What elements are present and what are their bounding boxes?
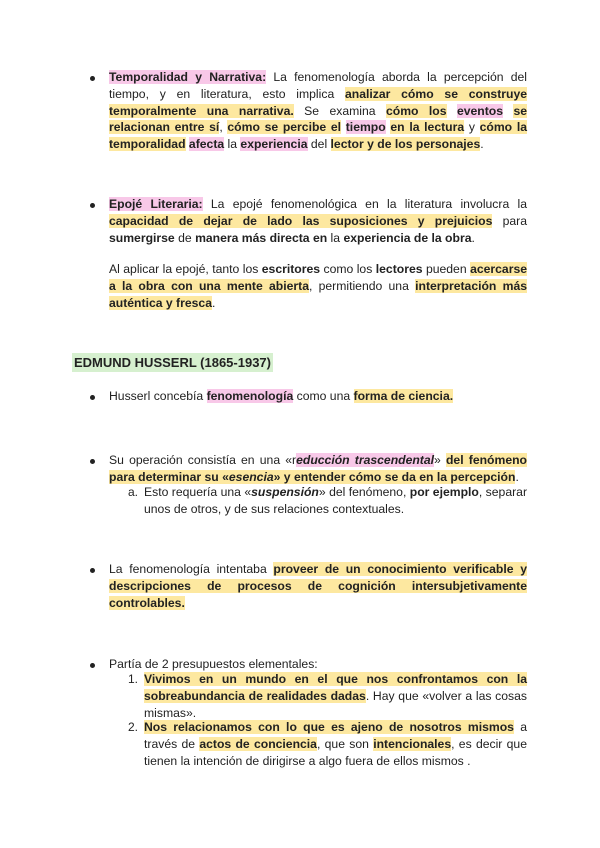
bold-text: por ejemplo: [409, 485, 479, 499]
sub-item-suspension: [144, 484, 527, 518]
text: . Hay que «volver a las cosas mismas».: [144, 688, 527, 720]
highlight: cómo se percibe el: [227, 120, 342, 135]
text: »: [434, 453, 446, 467]
sub-item-letter: a.: [128, 485, 139, 499]
text: [503, 104, 513, 118]
text: y: [464, 120, 480, 135]
highlight: forma de ciencia.: [353, 389, 454, 403]
highlight: cómo los: [385, 103, 447, 118]
highlight: proveer de un conocimiento verificable y descripciones de procesos de cognición intersubjetivamente controlables.: [109, 562, 527, 610]
text: Al aplicar la epojé, tanto los: [109, 262, 262, 276]
highlight: Nos relacionamos con lo que es ajeno de nosotros mismos: [144, 720, 514, 734]
text: , que son: [316, 736, 374, 751]
sub-item-number: 1.: [128, 672, 139, 686]
bullet: [90, 663, 95, 668]
text: pueden: [422, 262, 471, 276]
highlight: se relacionan entre sí: [109, 103, 527, 135]
bold-text: escritores: [261, 262, 321, 276]
section-heading: EDMUND HUSSERL (1865-1937): [74, 355, 271, 370]
text: La fenomenología aborda la percepción del tiempo, y en literatura, esto implica: [109, 70, 527, 101]
text: La fenomenología intentaba: [109, 562, 274, 576]
text: La epojé fenomenológica en la literatura involucra la: [202, 197, 527, 211]
highlight: fenomenología: [206, 389, 294, 403]
bold-text: experiencia de la obra: [343, 230, 472, 245]
bullet: [90, 459, 95, 464]
text: a través de: [144, 720, 527, 751]
bullet: [90, 203, 95, 208]
text: Esto requería una «: [144, 485, 252, 499]
highlight: educción trascendental: [296, 453, 435, 467]
list-item-operacion: [109, 452, 527, 486]
highlight: analizar cómo se construye temporalmente una narrativa.: [109, 86, 527, 118]
list-item-epoje: [109, 196, 527, 246]
text: [447, 104, 457, 118]
highlight: lector y de los personajes: [330, 137, 481, 152]
highlight: capacidad de dejar de lado las suposiciones y prejuicios: [109, 213, 493, 228]
highlight: tiempo: [345, 120, 386, 135]
text: como una: [293, 389, 354, 403]
text: Se examina: [293, 103, 386, 118]
list-item-temporalidad: [109, 69, 527, 153]
text: Husserl concebía: [109, 389, 207, 403]
highlight: » y entender cómo se da en la percepción: [273, 469, 516, 484]
highlight: actos de conciencia: [199, 736, 317, 751]
bold-text: sumergirse: [109, 230, 175, 245]
text: .: [515, 469, 519, 484]
item-label: Temporalidad y Narrativa:: [109, 70, 267, 84]
highlight: afecta: [188, 137, 225, 152]
text: como los: [320, 262, 376, 276]
text: del: [307, 137, 331, 152]
highlight: cómo la temporalidad: [109, 120, 527, 152]
text: , separar unos de otros, y de sus relaciones contextuales.: [144, 485, 527, 516]
sub-item-vivimos: [144, 671, 527, 721]
text: , es decir que tienen la intención de dirigirse a algo fuera de ellos mismos .: [144, 736, 527, 768]
bold-italic-text: suspensión: [251, 485, 319, 499]
highlight: acercarse a la obra con una mente abierta: [109, 262, 527, 293]
sub-item-relacionamos: [144, 719, 527, 769]
highlight: en la lectura: [390, 120, 465, 135]
text: .: [471, 230, 475, 245]
text: , permitiendo una: [308, 278, 416, 293]
text: .: [480, 137, 484, 152]
highlight: experiencia: [240, 137, 308, 152]
text: la: [327, 230, 344, 245]
list-item-intentaba: [109, 561, 527, 611]
text: » del fenómeno,: [318, 485, 410, 499]
highlight: del fenómeno para determinar su «: [109, 453, 527, 484]
text: de: [174, 230, 196, 245]
text: para: [492, 213, 527, 228]
bullet: [90, 76, 95, 81]
bullet: [90, 568, 95, 573]
bold-text: lectores: [375, 262, 423, 276]
highlight: eventos: [456, 103, 504, 118]
list-item-concebia: [109, 388, 527, 405]
text: la: [224, 137, 241, 152]
text: ,: [219, 120, 228, 135]
text: Su operación consistía en una «r: [109, 453, 297, 467]
sub-item-number: 2.: [128, 720, 139, 734]
highlight: esencia: [228, 469, 274, 484]
highlight: interpretación más auténtica y fresca: [109, 278, 528, 310]
highlight: intencionales: [373, 736, 452, 751]
item-label: Epojé Literaria:: [109, 197, 203, 211]
bullet: [90, 395, 95, 400]
highlight: Vivimos en un mundo en el que nos confrontamos con la sobreabundancia de realidades dadas: [144, 672, 527, 703]
epoje-paragraph-2: [109, 261, 527, 311]
text: .: [211, 295, 216, 310]
bold-text: manera más directa en: [195, 230, 328, 245]
text: Partía de 2 presupuestos elementales:: [109, 657, 318, 671]
